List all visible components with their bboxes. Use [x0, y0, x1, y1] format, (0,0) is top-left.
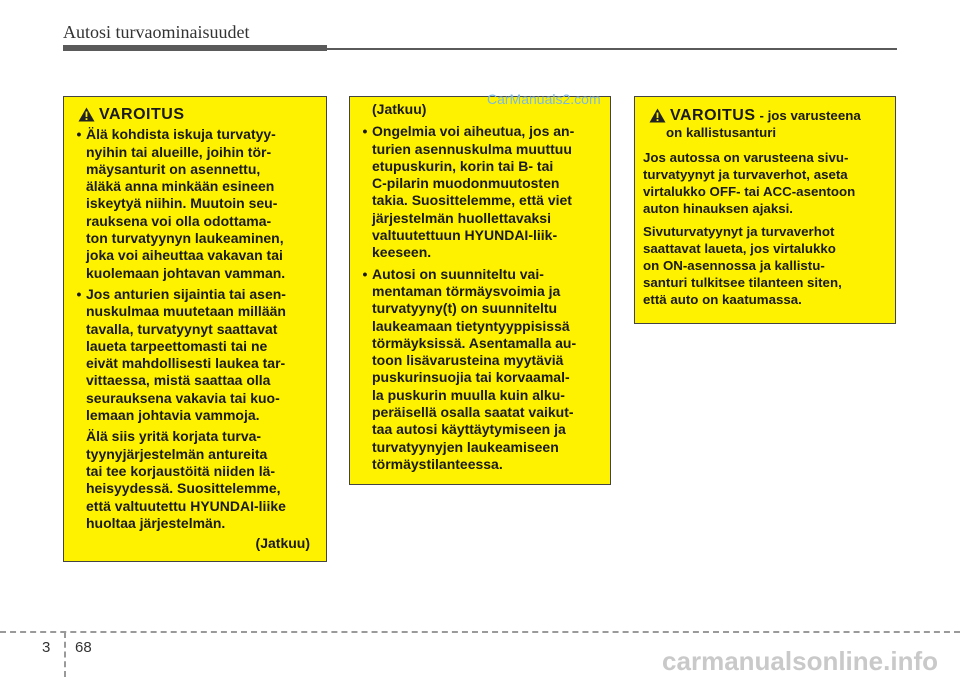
warning-box-middle: [349, 96, 611, 485]
footer-rule: [0, 631, 960, 633]
bullet-item: • Autosi on suunniteltu vai- mentaman törmäysvoimia ja turvatyyny(t) on suunniteltu laukeamaan tietyntyyppisissä törmäyksissä. Asentamalla au- toon lisävarusteina myytäviä puskurinsuojia tai korvaamal- la puskurin muulla kuin alku- peräisellä osalla saatat vaikut- taa autosi käyttäytymiseen ja turvatyynyjen laukeamiseen törmäystilanteessa.: [358, 266, 603, 474]
watermark-top: CarManuals2.com: [487, 91, 601, 107]
bullet-icon: •: [362, 123, 368, 140]
warning-triangle-icon: [78, 107, 95, 122]
paragraph: Älä siis yritä korjata turva- tyynyjärjestelmän antureita tai tee korjaustöitä niiden lä- heisyydessä. Suosittelemme, että valtuutettu HYUNDAI-liike huoltaa järjestelmän.: [86, 428, 286, 531]
bullet-item: • Jos anturien sijaintia tai asen- nuskulmaa muutetaan millään tavalla, turvatyynyt saattavat laueta tarpeettomasti tai ne eivät mahdollisesti laukea tar- vittaessa, mistä saattaa olla seurauksena vakavia tai kuo- lemaan johtavia vammoja.: [72, 286, 320, 424]
watermark-bottom: carmanualsonline.info: [662, 646, 938, 676]
paragraph: Jos autossa on varusteena sivu- turvatyynyt ja turvaverhot, aseta virtalukko OFF- tai ACC-asentoon auton hinauksen ajaksi.: [643, 150, 856, 216]
continued-label: (Jatkuu): [372, 101, 427, 117]
warning-heading: [643, 107, 886, 124]
chapter-number: 3: [42, 639, 51, 656]
header-rule-thick: [63, 45, 327, 51]
warning-triangle-icon: [649, 108, 666, 123]
warning-heading-text: VAROITUS: [99, 106, 185, 123]
paragraph: Sivuturvatyynyt ja turvaverhot saattavat laueta, jos virtalukko on ON-asennossa ja kallistu- santuri tulkitsee tilanteen siten, että auto on kaatumassa.: [643, 224, 842, 307]
bullet-icon: •: [362, 265, 368, 282]
warning-heading-text: VAROITUS: [670, 107, 756, 124]
header-rule-thin: [327, 48, 897, 50]
bullet-icon: •: [76, 285, 82, 302]
page-header-title: Autosi turvaominaisuudet: [63, 22, 250, 42]
bullet-icon: •: [76, 126, 82, 143]
bullet-item: • Älä kohdista iskuja turvatyy- nyihin tai alueille, joihin tör- mäysanturit on asennettu, äläkä anna minkään esineen iskeytyä niihin. Muutoin seu- rauksena voi olla odottama- ton turvatyynyn laukeaminen, joka voi aiheuttaa vakavan tai kuolemaan johtavan vamman.: [72, 126, 320, 282]
warning-heading-line2: on kallistusanturi: [666, 125, 777, 140]
bullet-item: • Ongelmia voi aiheutua, jos an- turien asennuskulma muuttuu etupuskurin, korin tai B- tai C-pilarin muodonmuutosten takia. Suosittelemme, että viet järjestelmän huollettavaksi valtuutettuun HYUNDAI-liik- keeseen.: [358, 123, 603, 261]
warning-box-left: [63, 96, 327, 562]
footer-divider: [64, 632, 66, 677]
warning-box-right: [634, 96, 896, 324]
warning-heading-subtext: - jos varusteena: [759, 108, 861, 123]
warning-heading: [72, 106, 320, 123]
page-number: 68: [75, 639, 92, 656]
continued-label: (Jatkuu): [255, 535, 310, 552]
